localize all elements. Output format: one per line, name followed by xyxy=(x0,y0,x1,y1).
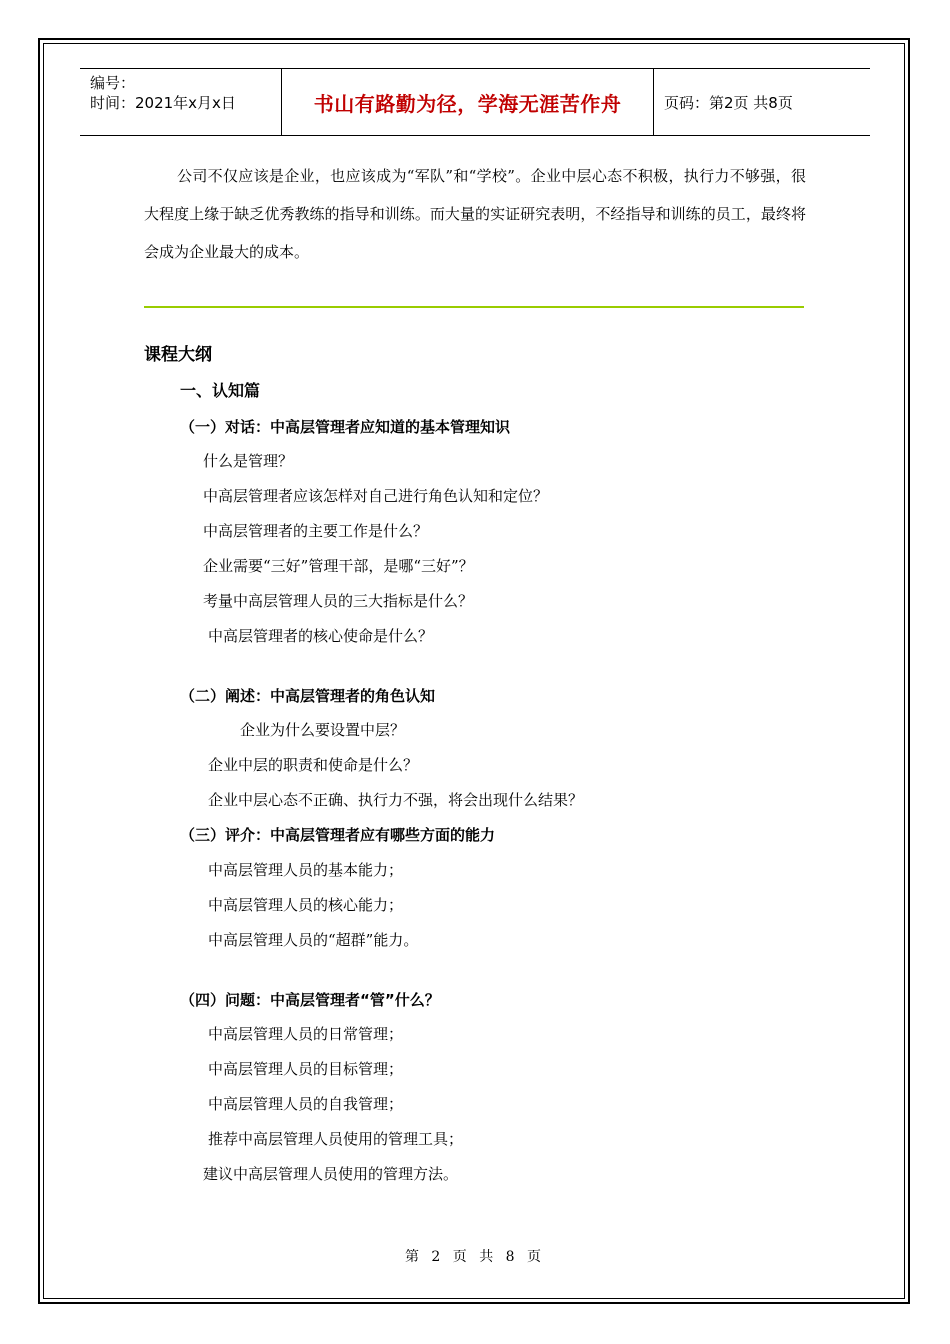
section1-item: 中高层管理者的主要工作是什么？ xyxy=(203,522,429,540)
section4-item: 中高层管理人员的自我管理； xyxy=(208,1095,404,1113)
page-footer: 第 2 页 共 8 页 xyxy=(404,1249,546,1265)
part1-heading: 一、认知篇 xyxy=(180,381,261,400)
header-time-label: 时间：2021年x月x日 xyxy=(90,94,236,112)
section4-item: 推荐中高层管理人员使用的管理工具； xyxy=(208,1130,464,1148)
section3-item: 中高层管理人员的核心能力； xyxy=(208,896,404,914)
section1-item: 中高层管理者的核心使命是什么？ xyxy=(208,627,434,645)
section2-heading: （二）阐述：中高层管理者的角色认知 xyxy=(180,687,436,705)
header-number-label: 编号： xyxy=(90,74,136,92)
section2-item: 企业为什么要设置中层？ xyxy=(240,721,406,739)
section-divider xyxy=(144,306,804,308)
header-slogan-cell xyxy=(282,69,654,135)
section1-item: 什么是管理？ xyxy=(203,452,294,470)
intro-paragraph: 公司不仅应该是企业，也应该成为“军队”和“学校”。企业中层心态不积极，执行力不够强，很大程度上缘于缺乏优秀教练的指导和训练。而大量的实证研究表明，不经指导和训练的员工，最终将会成为企业最大的成本。 xyxy=(144,167,806,261)
outline-title: 课程大纲 xyxy=(144,345,212,365)
section1-item: 中高层管理者应该怎样对自己进行角色认知和定位？ xyxy=(203,487,549,505)
section1-item: 考量中高层管理人员的三大指标是什么？ xyxy=(203,592,474,610)
section3-item: 中高层管理人员的“超群”能力。 xyxy=(208,931,419,949)
header-page-cell xyxy=(654,69,870,135)
section4-item: 中高层管理人员的日常管理； xyxy=(208,1025,404,1043)
section4-item: 建议中高层管理人员使用的管理方法。 xyxy=(203,1165,459,1183)
page-header xyxy=(80,68,870,136)
section1-heading: （一）对话：中高层管理者应知道的基本管理知识 xyxy=(180,418,511,436)
section3-item: 中高层管理人员的基本能力； xyxy=(208,861,404,879)
header-meta-cell xyxy=(80,69,282,135)
section4-item: 中高层管理人员的目标管理； xyxy=(208,1060,404,1078)
section2-item: 企业中层心态不正确、执行力不强，将会出现什么结果？ xyxy=(208,791,584,809)
header-slogan: 书山有路勤为径，学海无涯苦作舟 xyxy=(313,91,622,116)
section1-item: 企业需要“三好”管理干部，是哪“三好”？ xyxy=(203,557,474,575)
header-page-info: 页码：第2页 共8页 xyxy=(664,93,793,112)
section4-heading: （四）问题：中高层管理者“管”什么？ xyxy=(180,991,440,1009)
section2-item: 企业中层的职责和使命是什么？ xyxy=(208,756,419,774)
section3-heading: （三）评介：中高层管理者应有哪些方面的能力 xyxy=(180,826,496,844)
